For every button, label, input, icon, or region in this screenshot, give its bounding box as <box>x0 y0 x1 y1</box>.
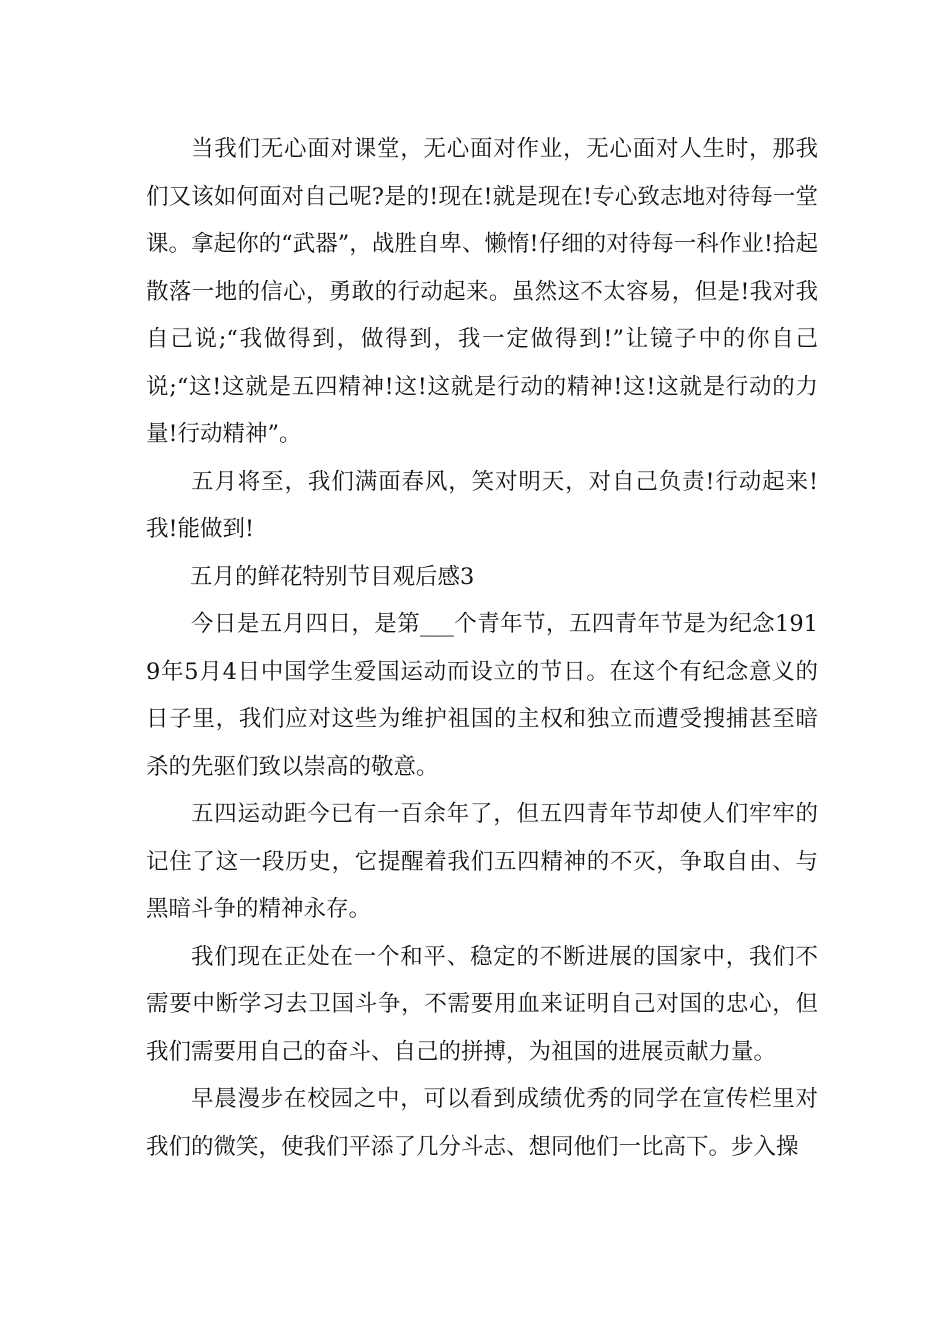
paragraph-may-fourth-history: 五四运动距今已有一百余年了，但五四青年节却使人们牢牢的记住了这一段历史，它提醒着我们五四精神的不灭，争取自由、与黑暗斗争的精神永存。 <box>146 801 818 922</box>
paragraph-peaceful-country: 我们现在正处在一个和平、稳定的不断进展的国家中，我们不需要中断学习去卫国斗争，不需要用血来证明自己对国的忠心，但我们需要用自己的奋斗、自己的拼搏，为祖国的进展贡献力量。 <box>146 943 818 1065</box>
document-body <box>146 126 818 1171</box>
paragraph-action-spirit: 当我们无心面对课堂，无心面对作业，无心面对人生时，那我们又该如何面对自己呢?是的!现在!就是现在!专心致志地对待每一堂课。拿起你的“武器”，战胜自卑、懒惰!仔细的对待每一科作业!拾起散落一地的信心，勇敢的行动起来。虽然这不太容易，但是!我对我自己说;“我做得到，做得到，我一定做得到!”让镜子中的你自己说;“这!这就是五四精神!这!这就是行动的精神!这!这就是行动的力量!行动精神”。 <box>146 136 818 447</box>
paragraph-may-coming: 五月将至，我们满面春风，笑对明天，对自己负责!行动起来!我!能做到! <box>146 468 818 542</box>
paragraph-youth-day: 今日是五月四日，是第___个青年节，五四青年节是为纪念1919年5月4日中国学生爱国运动而设立的节日。在这个有纪念意义的日子里，我们应对这些为维护祖国的主权和独立而遭受搜捕甚至暗杀的先驱们致以崇高的敬意。 <box>146 611 818 780</box>
paragraph-campus-morning: 早晨漫步在校园之中，可以看到成绩优秀的同学在宣传栏里对我们的微笑，使我们平添了几分斗志、想同他们一比高下。步入操 <box>146 1086 818 1160</box>
section-heading: 五月的鲜花特别节目观后感3 <box>190 563 475 590</box>
